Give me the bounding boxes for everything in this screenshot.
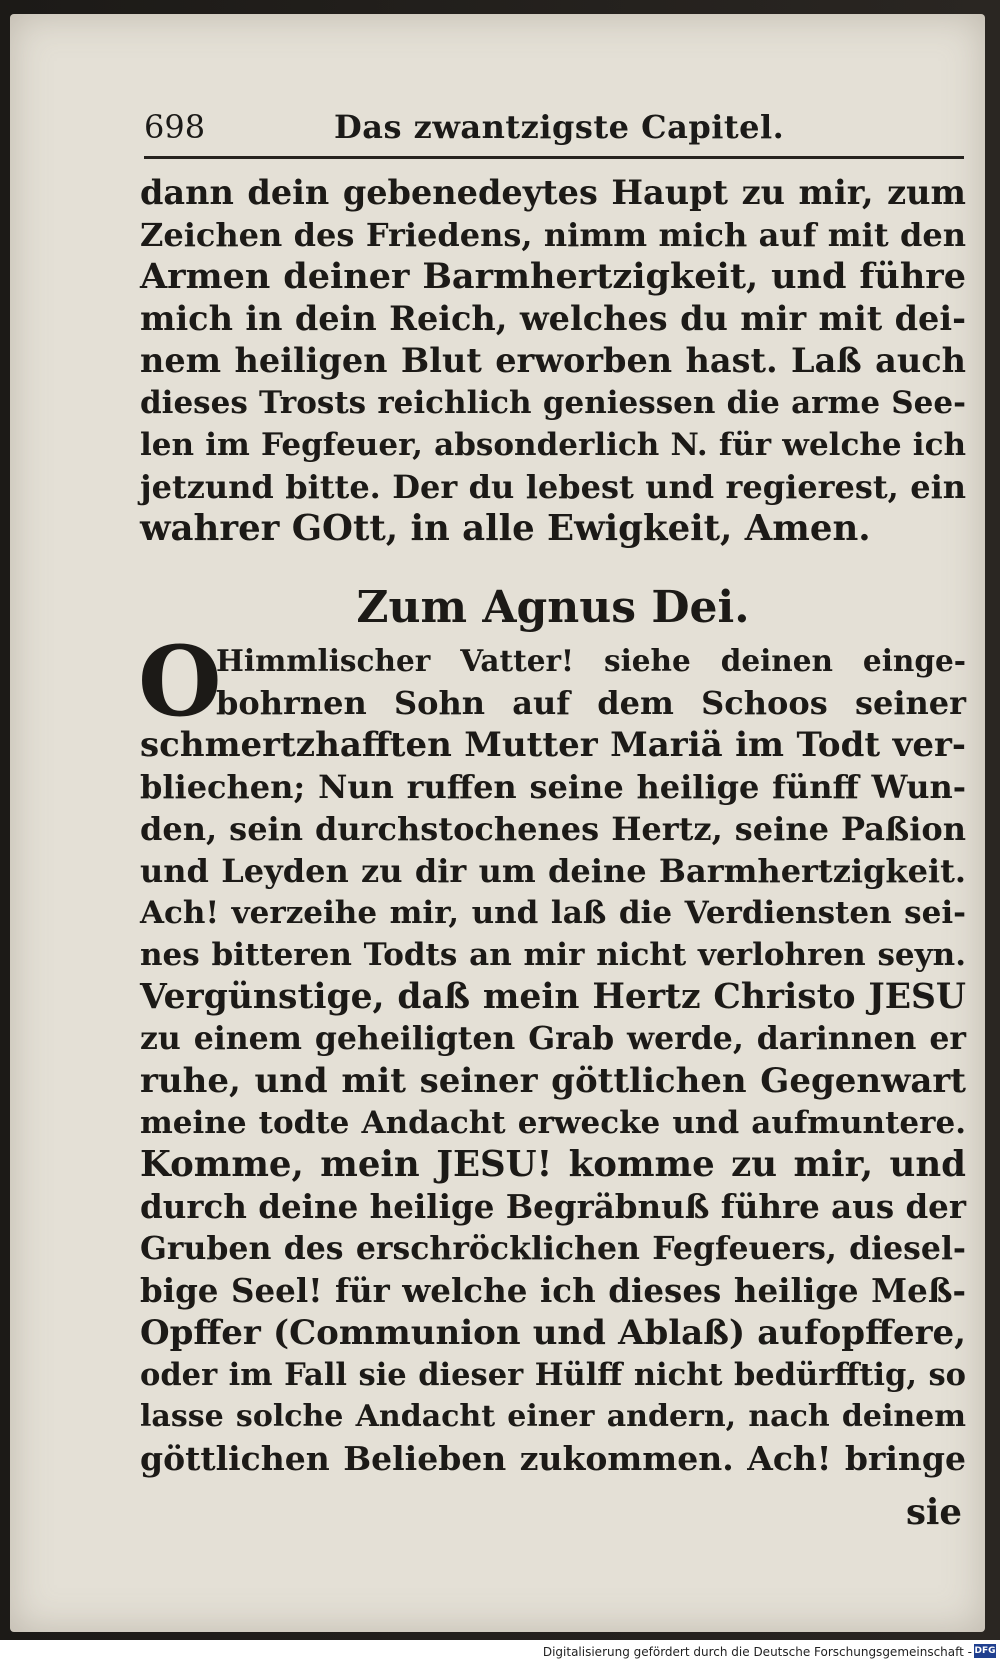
text-line: len im Fegfeuer, absonderlich N. für welche ich xyxy=(140,427,966,463)
text-line: jetzund bitte. Der du lebest und regierest, ein xyxy=(140,468,966,506)
dfg-logo: DFG xyxy=(974,1646,996,1656)
text-line: durch deine heilige Begräbnuß führe aus der xyxy=(140,1187,966,1226)
text-line: göttlichen Belieben zukommen. Ach! bringe xyxy=(140,1439,966,1478)
text-line: Armen deiner Barmhertzigkeit, und führe xyxy=(140,256,966,297)
text-line: ruhe, und mit seiner göttlichen Gegenwart xyxy=(140,1061,966,1101)
running-head: Das zwantzigste Capitel. xyxy=(334,108,785,146)
header-rule xyxy=(144,156,964,159)
text-line: bliechen; Nun ruffen seine heilige fünff Wun- xyxy=(140,768,966,806)
text-line: lasse solche Andacht einer andern, nach deinem xyxy=(140,1399,966,1434)
text-line: schmertzhafften Mutter Mariä im Todt ver- xyxy=(140,725,966,765)
drop-cap: O xyxy=(138,625,222,738)
paragraph-continued xyxy=(140,172,966,550)
text-line: wahrer GOtt, in alle Ewigkeit, Amen. xyxy=(140,508,871,549)
text-line: mich in dein Reich, welches du mir mit dei- xyxy=(140,299,966,338)
text-line: Opffer (Communion und Ablaß) aufopffere, xyxy=(140,1313,966,1353)
text-line: Zeichen des Friedens, nimm mich auf mit den xyxy=(140,216,966,254)
text-line: dann dein gebenedeytes Haupt zu mir, zum xyxy=(140,173,966,212)
page-header xyxy=(144,108,964,150)
dfg-credit: Digitalisierung gefördert durch die Deutsche Forschungsgemeinschaft - xyxy=(542,1645,972,1659)
text-line: nes bitteren Todts an mir nicht verlohren seyn. xyxy=(140,937,966,973)
text-line: dieses Trosts reichlich geniessen die arme See- xyxy=(140,385,966,421)
catchword: sie xyxy=(905,1492,962,1533)
text-line: bohrnen Sohn auf dem Schoos seiner xyxy=(216,684,966,722)
text-line: zu einem geheiligten Grab werde, darinnen er xyxy=(140,1020,966,1057)
text-line: Ach! verzeihe mir, und laß die Verdiensten sei- xyxy=(140,895,966,931)
text-line: meine todte Andacht erwecke und aufmuntere. xyxy=(140,1105,966,1141)
section-heading: Zum Agnus Dei. xyxy=(356,582,750,633)
text-line: Vergünstige, daß mein Hertz Christo JESU xyxy=(140,977,966,1017)
text-line: den, sein durchstochenes Hertz, seine Paßion xyxy=(140,810,966,848)
text-line: Himmlischer Vatter! siehe deinen einge- xyxy=(216,643,966,678)
text-line: Gruben des erschröcklichen Fegfeuers, diesel- xyxy=(140,1230,966,1267)
text-line: und Leyden zu dir um deine Barmhertzigkeit. xyxy=(140,852,966,890)
prayer-paragraph xyxy=(138,625,966,1480)
text-line: nem heiligen Blut erworben hast. Laß auch xyxy=(140,341,966,380)
text-line: bige Seel! für welche ich dieses heilige Meß- xyxy=(140,1271,966,1310)
text-line: Komme, mein JESU! komme zu mir, und xyxy=(140,1144,966,1185)
page-number: 698 xyxy=(144,108,206,146)
text-line: oder im Fall sie dieser Hülff nicht bedürfftig, so xyxy=(140,1357,966,1393)
